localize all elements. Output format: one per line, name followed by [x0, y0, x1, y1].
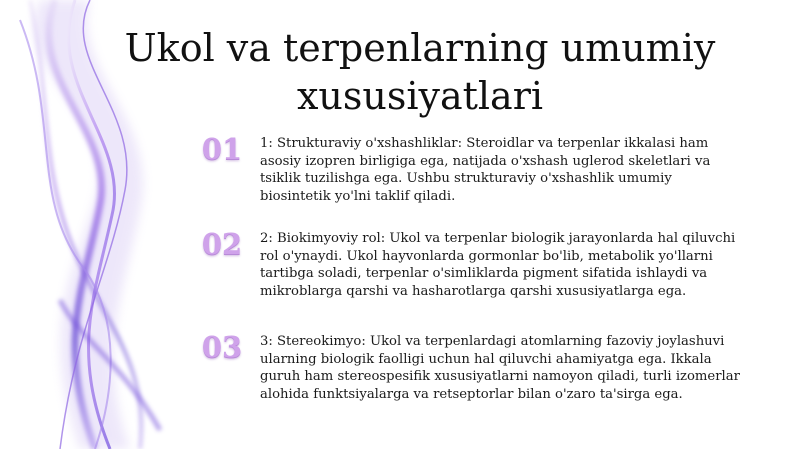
slide-title: Ukol va terpenlarning umumiy xususiyatlari: [124, 26, 716, 118]
item-number: 03: [201, 330, 243, 364]
item-number: 02: [201, 227, 243, 261]
item-text: 1: Strukturaviy o'xshashliklar: Steroidlar va terpenlar ikkalasi ham asosiy izopren birligiga ega, natijada o'xshash uglerod skeletlari va tsiklik tuzilishga ega. Ushbu strukturaviy o'xshashlik umumiy biosintetik yo'lni taklif qiladi.: [260, 136, 711, 204]
item-text: 3: Stereokimyo: Ukol va terpenlardagi atomlarning fazoviy joylashuvi ularning biologik faolligi uchun hal qiluvchi ahamiyatga ega. Ikkala guruh ham stereospesifik xususiyatlarni namoyon qiladi, turli izomerlar alohida funktsiyalarga va retseptorlar bilan o'zaro ta'sirga ega.: [260, 334, 740, 402]
item-text: 2: Biokimyoviy rol: Ukol va terpenlar biologik jarayonlarda hal qiluvchi rol o'ynaydi. Ukol hayvonlarda gormonlar bo'lib, metabolik yo'llarni tartibga soladi, terpenlar o'simliklarda pigment sifatida ishlaydi va mikroblarga qarshi va hasharotlarga qarshi xususiyatlarga ega.: [260, 231, 736, 299]
item-number: 01: [201, 132, 243, 166]
